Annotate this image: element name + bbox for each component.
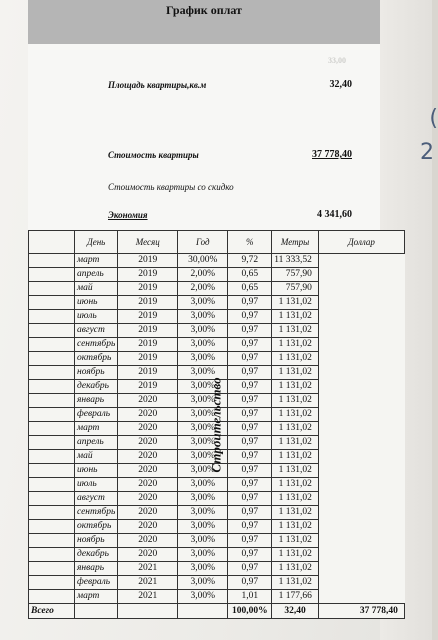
year-cell: 2021 xyxy=(118,562,178,576)
year-cell: 2019 xyxy=(118,282,178,296)
month-cell: май xyxy=(75,450,118,464)
year-cell: 2020 xyxy=(118,548,178,562)
faint-value: 33,00 xyxy=(328,56,346,65)
total-label: Всего xyxy=(29,604,75,619)
header-year: Год xyxy=(178,231,228,254)
meters-cell: 0,97 xyxy=(228,534,272,548)
table-row xyxy=(29,338,405,352)
day-cell xyxy=(29,562,75,576)
pct-cell: 3,00% xyxy=(178,296,228,310)
side-label: Строительство xyxy=(208,376,224,473)
year-cell: 2019 xyxy=(118,324,178,338)
meters-cell: 0,97 xyxy=(228,408,272,422)
month-cell: сентябрь xyxy=(75,506,118,520)
table-row xyxy=(29,268,405,282)
day-cell xyxy=(29,464,75,478)
dollar-cell: 1 131,02 xyxy=(272,534,319,548)
meters-cell: 0,97 xyxy=(228,324,272,338)
year-cell: 2020 xyxy=(118,436,178,450)
header-dollar: Доллар xyxy=(318,231,404,254)
table-row xyxy=(29,296,405,310)
blank-cell xyxy=(178,604,228,619)
day-cell xyxy=(29,324,75,338)
year-cell: 2019 xyxy=(118,310,178,324)
dollar-cell: 1 131,02 xyxy=(272,352,319,366)
day-cell xyxy=(29,520,75,534)
pct-cell: 2,00% xyxy=(178,282,228,296)
meters-cell: 0,97 xyxy=(228,366,272,380)
day-cell xyxy=(29,352,75,366)
dollar-cell: 1 177,66 xyxy=(272,590,319,604)
dollar-cell: 757,90 xyxy=(272,268,319,282)
meters-cell: 9,72 xyxy=(228,254,272,268)
table-row xyxy=(29,478,405,492)
table-row xyxy=(29,324,405,338)
pct-cell: 3,00% xyxy=(178,576,228,590)
year-cell: 2021 xyxy=(118,590,178,604)
handwritten-mark: ( xyxy=(429,106,438,131)
total-row xyxy=(29,604,405,619)
year-cell: 2019 xyxy=(118,268,178,282)
day-cell xyxy=(29,380,75,394)
month-cell: ноябрь xyxy=(75,366,118,380)
pct-cell: 3,00% xyxy=(178,478,228,492)
month-cell: март xyxy=(75,254,118,268)
meters-cell: 0,97 xyxy=(228,338,272,352)
year-cell: 2019 xyxy=(118,254,178,268)
pct-cell: 3,00% xyxy=(178,310,228,324)
total-pct: 100,00% xyxy=(228,604,272,619)
dollar-cell: 1 131,02 xyxy=(272,520,319,534)
payment-table xyxy=(28,230,405,619)
month-cell: февраль xyxy=(75,408,118,422)
dollar-cell: 11 333,52 xyxy=(272,254,319,268)
meters-cell: 0,97 xyxy=(228,520,272,534)
pct-cell: 3,00% xyxy=(178,492,228,506)
dollar-cell: 1 131,02 xyxy=(272,506,319,520)
month-cell: октябрь xyxy=(75,520,118,534)
month-cell: июнь xyxy=(75,296,118,310)
dollar-cell: 1 131,02 xyxy=(272,338,319,352)
meters-cell: 1,01 xyxy=(228,590,272,604)
meters-cell: 0,97 xyxy=(228,380,272,394)
dollar-cell: 1 131,02 xyxy=(272,492,319,506)
day-cell xyxy=(29,590,75,604)
header-day: День xyxy=(75,231,118,254)
month-cell: январь xyxy=(75,394,118,408)
day-cell xyxy=(29,268,75,282)
table-row xyxy=(29,506,405,520)
year-cell: 2020 xyxy=(118,506,178,520)
month-cell: февраль xyxy=(75,576,118,590)
year-cell: 2020 xyxy=(118,422,178,436)
year-cell: 2020 xyxy=(118,534,178,548)
day-cell xyxy=(29,492,75,506)
meters-cell: 0,97 xyxy=(228,296,272,310)
day-cell xyxy=(29,254,75,268)
month-cell: май xyxy=(75,282,118,296)
month-cell: август xyxy=(75,492,118,506)
pct-cell: 3,00% xyxy=(178,338,228,352)
pct-cell: 3,00% xyxy=(178,534,228,548)
table-row xyxy=(29,520,405,534)
table-row xyxy=(29,282,405,296)
total-dollar: 37 778,40 xyxy=(318,604,404,619)
month-cell: июль xyxy=(75,478,118,492)
meters-cell: 0,97 xyxy=(228,436,272,450)
day-cell xyxy=(29,436,75,450)
year-cell: 2019 xyxy=(118,338,178,352)
dollar-cell: 1 131,02 xyxy=(272,576,319,590)
month-cell: август xyxy=(75,324,118,338)
meters-cell: 0,97 xyxy=(228,394,272,408)
discount-label: Стоимость квартиры со скидко xyxy=(108,182,234,192)
month-cell: апрель xyxy=(75,268,118,282)
table-row xyxy=(29,492,405,506)
dollar-cell: 1 131,02 xyxy=(272,296,319,310)
pct-cell: 3,00% xyxy=(178,590,228,604)
day-cell xyxy=(29,408,75,422)
savings-value: 4 341,60 xyxy=(317,209,352,220)
month-cell: сентябрь xyxy=(75,338,118,352)
pct-cell: 3,00% xyxy=(178,520,228,534)
meters-cell: 0,65 xyxy=(228,268,272,282)
area-label: Площадь квартиры,кв.м xyxy=(108,80,207,90)
month-cell: декабрь xyxy=(75,380,118,394)
table-header-row xyxy=(29,231,405,254)
pct-cell: 3,00% xyxy=(178,380,228,394)
month-cell: март xyxy=(75,590,118,604)
year-cell: 2019 xyxy=(118,296,178,310)
year-cell: 2020 xyxy=(118,450,178,464)
table-row xyxy=(29,576,405,590)
pct-cell: 3,00% xyxy=(178,436,228,450)
table-row xyxy=(29,352,405,366)
total-meters: 32,40 xyxy=(272,604,319,619)
month-cell: ноябрь xyxy=(75,534,118,548)
year-cell: 2020 xyxy=(118,464,178,478)
table-row xyxy=(29,548,405,562)
meters-cell: 0,97 xyxy=(228,576,272,590)
dollar-cell: 1 131,02 xyxy=(272,436,319,450)
dollar-cell: 1 131,02 xyxy=(272,450,319,464)
day-cell xyxy=(29,548,75,562)
pct-cell: 3,00% xyxy=(178,450,228,464)
meters-cell: 0,97 xyxy=(228,562,272,576)
header-pct: % xyxy=(228,231,272,254)
month-cell: июнь xyxy=(75,464,118,478)
year-cell: 2021 xyxy=(118,576,178,590)
month-cell: июль xyxy=(75,310,118,324)
dollar-cell: 1 131,02 xyxy=(272,324,319,338)
day-cell xyxy=(29,394,75,408)
year-cell: 2020 xyxy=(118,492,178,506)
day-cell xyxy=(29,422,75,436)
dollar-cell: 1 131,02 xyxy=(272,394,319,408)
handwritten-mark: 2 xyxy=(420,140,434,165)
year-cell: 2020 xyxy=(118,408,178,422)
pct-cell: 3,00% xyxy=(178,324,228,338)
meters-cell: 0,97 xyxy=(228,548,272,562)
month-cell: октябрь xyxy=(75,352,118,366)
pct-cell: 3,00% xyxy=(178,422,228,436)
pct-cell: 3,00% xyxy=(178,366,228,380)
year-cell: 2020 xyxy=(118,520,178,534)
meters-cell: 0,97 xyxy=(228,352,272,366)
month-cell: январь xyxy=(75,562,118,576)
header-month: Месяц xyxy=(118,231,178,254)
meters-cell: 0,97 xyxy=(228,422,272,436)
header-meters: Метры xyxy=(272,231,319,254)
pct-cell: 30,00% xyxy=(178,254,228,268)
day-cell xyxy=(29,506,75,520)
dollar-cell: 1 131,02 xyxy=(272,380,319,394)
day-cell xyxy=(29,450,75,464)
blank-cell xyxy=(75,604,118,619)
year-cell: 2020 xyxy=(118,394,178,408)
summary-section xyxy=(28,44,380,230)
pct-cell: 3,00% xyxy=(178,548,228,562)
year-cell: 2019 xyxy=(118,352,178,366)
year-cell: 2019 xyxy=(118,380,178,394)
page-title: График оплат xyxy=(166,3,242,17)
month-cell: март xyxy=(75,422,118,436)
day-cell xyxy=(29,478,75,492)
dollar-cell: 757,90 xyxy=(272,282,319,296)
dollar-cell: 1 131,02 xyxy=(272,422,319,436)
meters-cell: 0,97 xyxy=(228,492,272,506)
pct-cell: 3,00% xyxy=(178,394,228,408)
meters-cell: 0,65 xyxy=(228,282,272,296)
day-cell xyxy=(29,282,75,296)
pct-cell: 3,00% xyxy=(178,408,228,422)
table-row xyxy=(29,562,405,576)
dollar-cell: 1 131,02 xyxy=(272,464,319,478)
meters-cell: 0,97 xyxy=(228,464,272,478)
price-value: 37 778,40 xyxy=(312,149,352,160)
table-row xyxy=(29,254,405,268)
pct-cell: 3,00% xyxy=(178,352,228,366)
meters-cell: 0,97 xyxy=(228,450,272,464)
day-cell xyxy=(29,296,75,310)
year-cell: 2019 xyxy=(118,366,178,380)
table-row xyxy=(29,310,405,324)
pct-cell: 2,00% xyxy=(178,268,228,282)
area-value: 32,40 xyxy=(329,79,352,90)
dollar-cell: 1 131,02 xyxy=(272,366,319,380)
meters-cell: 0,97 xyxy=(228,506,272,520)
month-cell: декабрь xyxy=(75,548,118,562)
pct-cell: 3,00% xyxy=(178,464,228,478)
month-cell: апрель xyxy=(75,436,118,450)
day-cell xyxy=(29,576,75,590)
dollar-cell: 1 131,02 xyxy=(272,562,319,576)
dollar-cell: 1 131,02 xyxy=(272,310,319,324)
meters-cell: 0,97 xyxy=(228,478,272,492)
year-cell: 2020 xyxy=(118,478,178,492)
pct-cell: 3,00% xyxy=(178,562,228,576)
table-row xyxy=(29,590,405,604)
savings-label: Экономия xyxy=(108,210,148,220)
price-label: Стоимость квартиры xyxy=(108,150,199,160)
dollar-cell: 1 131,02 xyxy=(272,478,319,492)
meters-cell: 0,97 xyxy=(228,310,272,324)
blank-cell xyxy=(118,604,178,619)
dollar-cell: 1 131,02 xyxy=(272,548,319,562)
pct-cell: 3,00% xyxy=(178,506,228,520)
day-cell xyxy=(29,534,75,548)
dollar-cell: 1 131,02 xyxy=(272,408,319,422)
table-row xyxy=(29,534,405,548)
day-cell xyxy=(29,338,75,352)
day-cell xyxy=(29,310,75,324)
day-cell xyxy=(29,366,75,380)
